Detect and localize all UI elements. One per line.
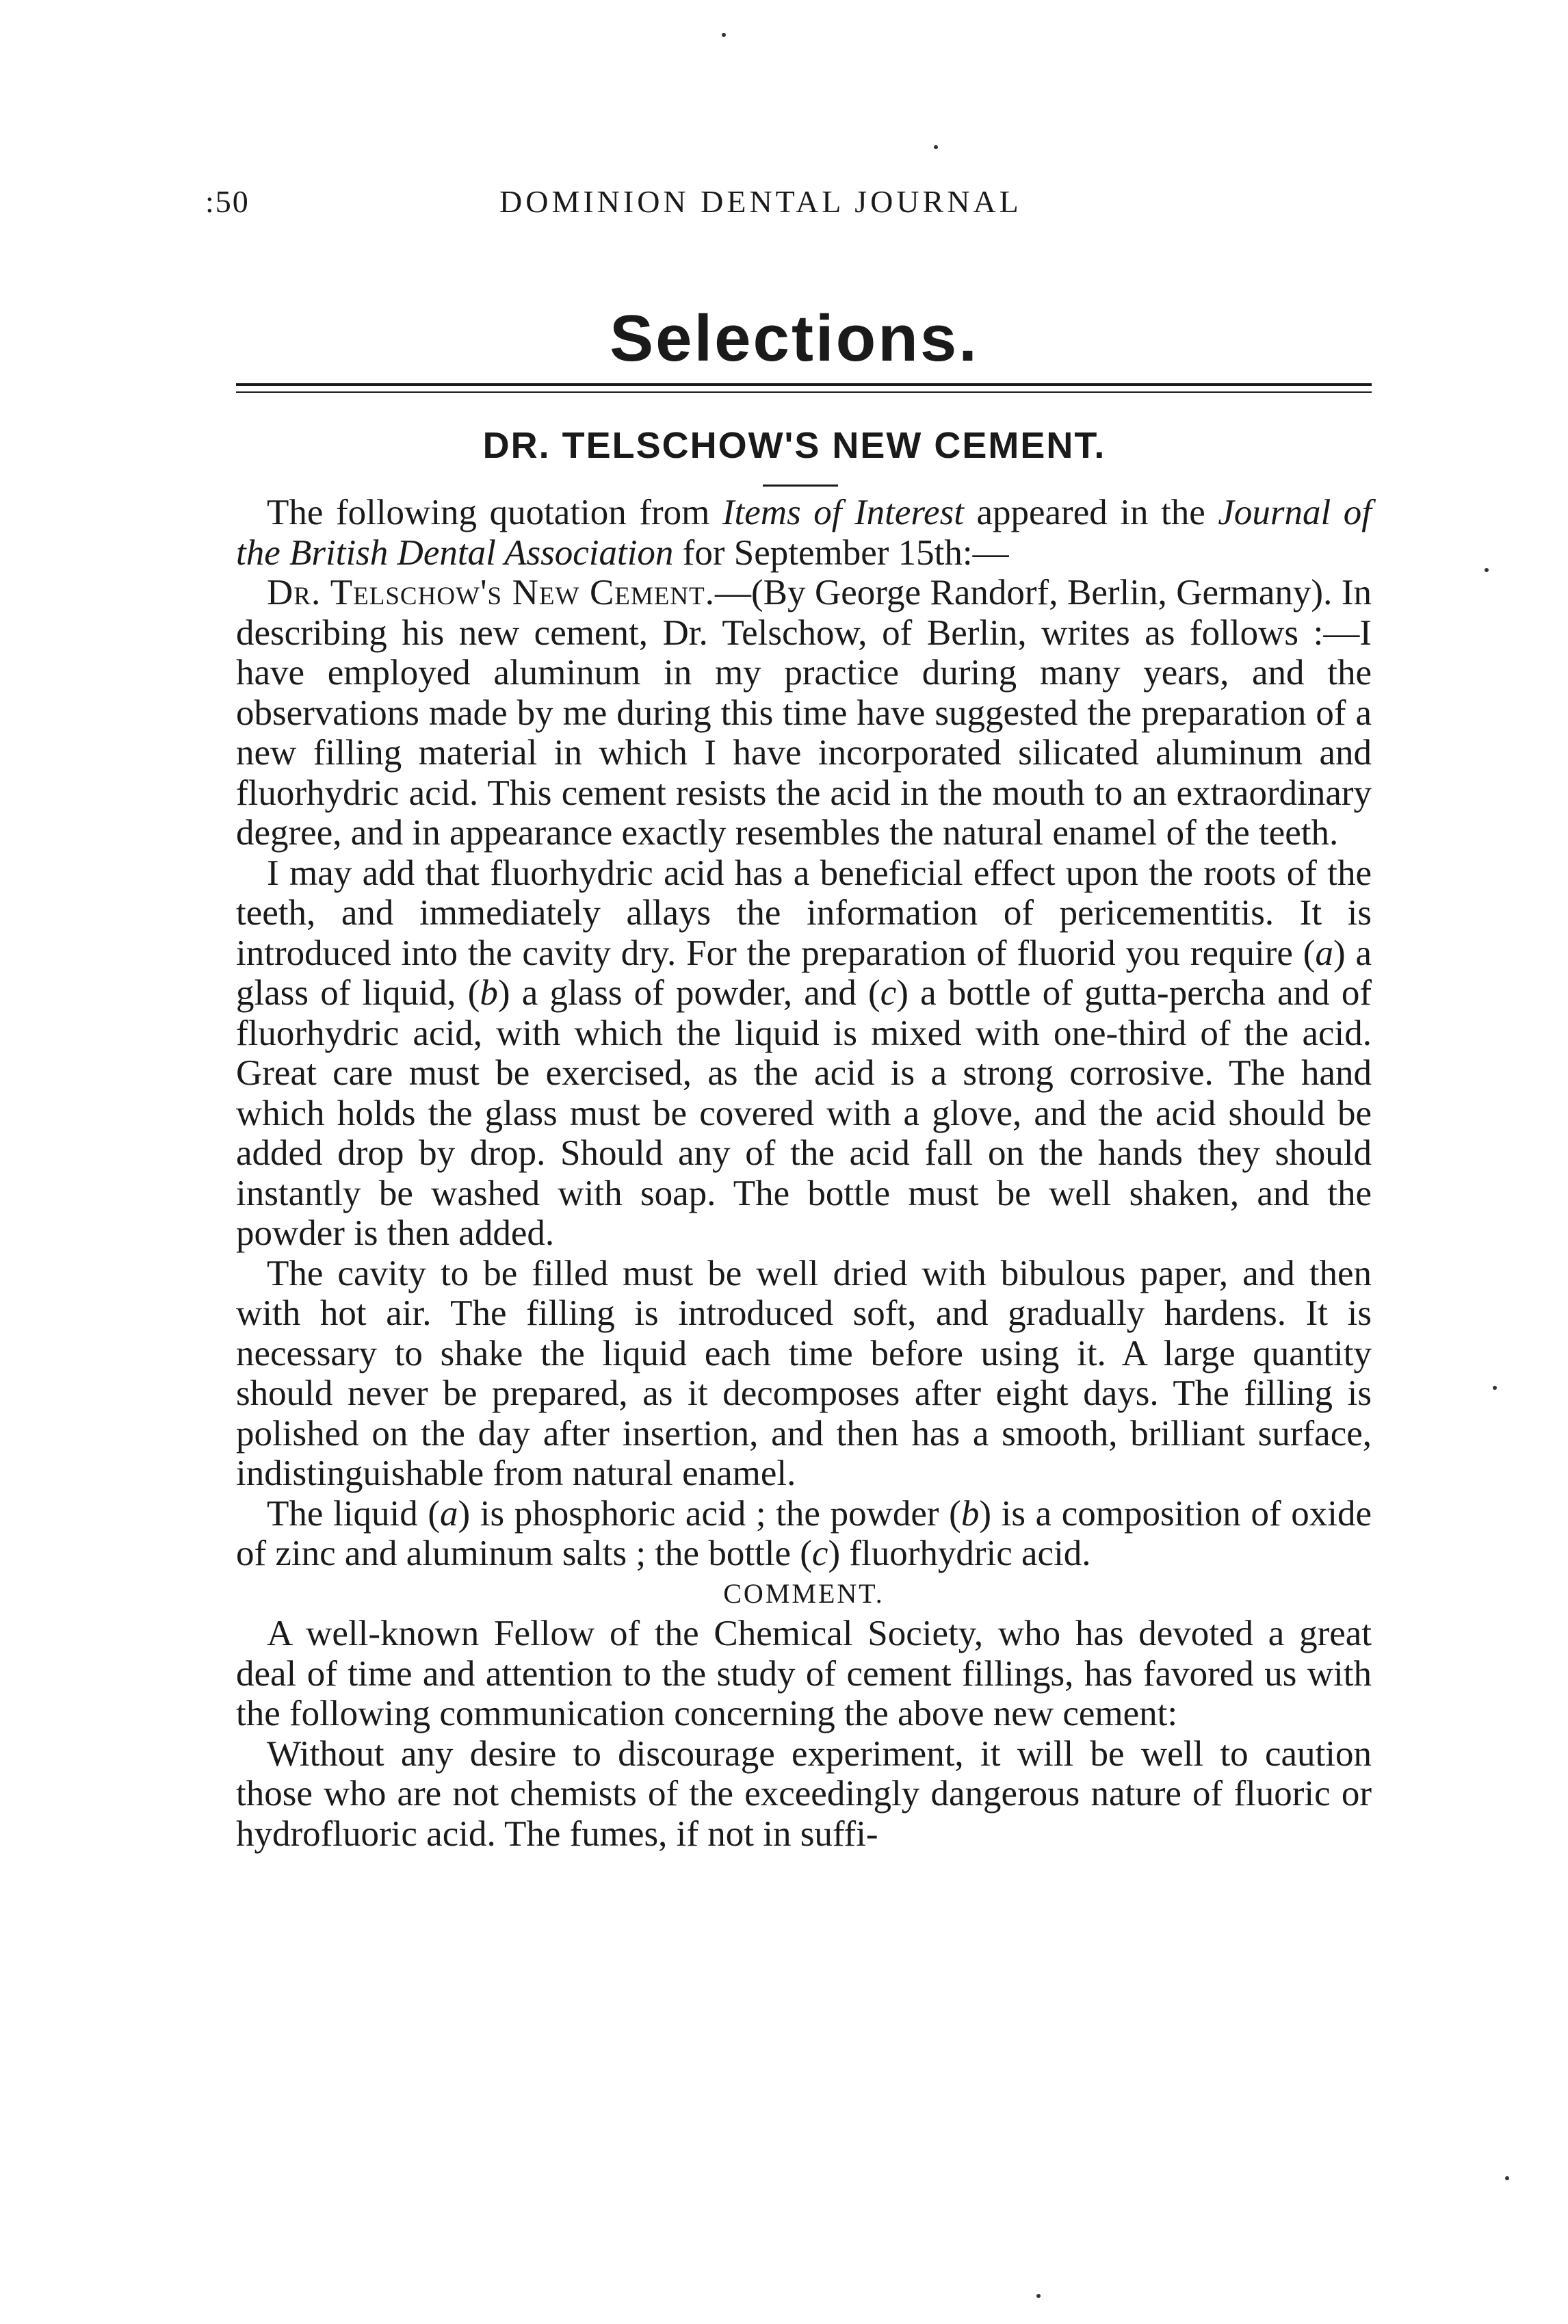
intro-text: appeared in the <box>963 493 1218 532</box>
quote-heading: Dr. Telschow's New Cement. <box>267 573 715 612</box>
paragraph-text: ) a glass of liquid, ( <box>236 933 1372 1013</box>
paragraph-2 <box>236 853 1372 1254</box>
article-title: DR. TELSCHOW'S NEW CEMENT. <box>482 425 1106 466</box>
page-number: :50 <box>205 184 250 219</box>
comment-heading: COMMENT. <box>723 1577 885 1609</box>
scan-speck <box>934 145 938 149</box>
source-title-journal: Journal of the British Dental Association <box>236 493 1372 573</box>
intro-paragraph <box>236 493 1372 573</box>
paragraph-text: I may add that fluorhydric acid has a beneficial effect upon the roots of the teeth, and immediately allays the information of pericementitis. It is introduced into the cavity dry. For the preparation of fluorid you require ( <box>236 853 1372 973</box>
journal-title: DOMINION DENTAL JOURNAL <box>499 184 1022 219</box>
item-letter: a <box>440 1493 458 1534</box>
paragraph-4 <box>236 1494 1372 1574</box>
paragraph-text: ) fluorhydric acid. <box>828 1534 1091 1573</box>
quote-text: —(By George Randorf, Berlin, Germany). In describing his new cement, Dr. Telschow, of Berlin, writes as follows :—I have employed aluminum in my practice during many years, and the observations made by me during this time have suggested the preparation of a new filling material in which I have incorporated silicated aluminum and fluorhydric acid. This cement resists the acid in the mouth to an extraordinary degree, and in appearance exactly resembles the natural enamel of the teeth. <box>236 573 1372 853</box>
scan-speck <box>1036 2294 1041 2298</box>
item-letter: a <box>1315 933 1333 973</box>
item-letter: c <box>880 973 897 1013</box>
paragraph-3: The cavity to be filled must be well dried with bibulous paper, and then with hot air. The filling is introduced soft, and gradually hardens. It is necessary to shake the liquid each time before using it. A large quantity should never be prepared, as it decomposes after eight days. The filling is polished on the day after insertion, and then has a smooth, brilliant surface, indistinguishable from natural enamel. <box>236 1253 1372 1493</box>
article-title-rule <box>763 485 838 487</box>
paragraph-6: Without any desire to discourage experiment, it will be well to caution those who are not chemists of the exceedingly dangerous nature of fluoric or hydrofluoric acid. The fumes, if not in suffi- <box>236 1733 1372 1854</box>
paragraph-text: ) is phosphoric acid ; the powder ( <box>458 1493 961 1534</box>
paragraph-5: A well-known Fellow of the Chemical Society, who has devoted a great deal of time and attention to the study of cement fillings, has favored us with the following communication concerning the above new cement: <box>236 1614 1372 1733</box>
item-letter: b <box>480 973 498 1013</box>
item-letter: c <box>811 1534 828 1573</box>
section-rule-thin <box>236 391 1372 393</box>
paragraph-text: The liquid ( <box>267 1493 440 1534</box>
scan-speck <box>1485 568 1489 572</box>
intro-text: The following quotation from <box>267 493 722 532</box>
quote-paragraph <box>236 573 1372 853</box>
section-title: Selections. <box>610 302 979 375</box>
scan-speck <box>1493 1386 1497 1390</box>
source-title-items-of-interest: Items of Interest <box>722 493 964 532</box>
paragraph-text: ) a bottle of gutta-percha and of fluorhydric acid, with which the liquid is mixed with one-third of the acid. Great care must be exercised, as the acid is a strong corrosive. The hand which holds the glass must be covered with a glove, and the acid should be added drop by drop. Should any of the acid fall on the hands they should instantly be washed with soap. The bottle must be well shaken, and the powder is then added. <box>236 973 1372 1253</box>
scan-speck <box>722 33 726 37</box>
item-letter: b <box>961 1493 980 1534</box>
scan-speck <box>1505 2176 1509 2180</box>
paragraph-text: ) a glass of powder, and ( <box>497 973 880 1013</box>
article-body <box>236 493 1372 1854</box>
running-head <box>205 183 1382 224</box>
intro-text: for September 15th:— <box>673 532 1009 573</box>
paragraph-text: ) is a composition of oxide of zinc and aluminum salts ; the bottle ( <box>236 1493 1372 1573</box>
section-rule-thick <box>236 383 1372 386</box>
